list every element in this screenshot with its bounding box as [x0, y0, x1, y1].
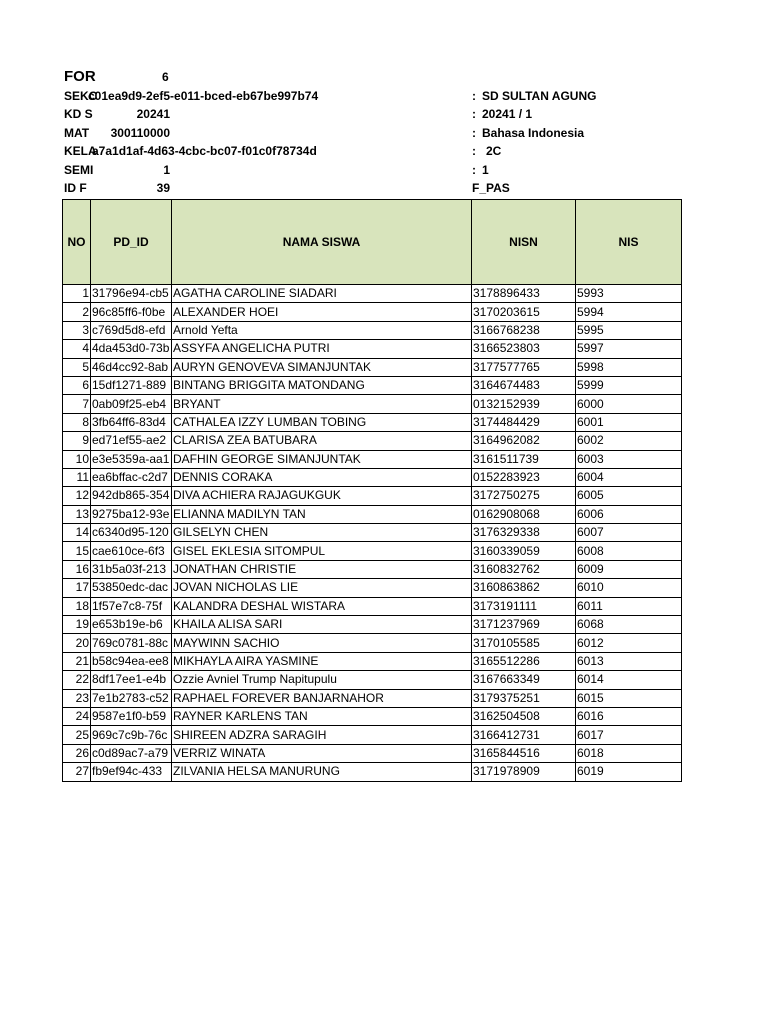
table-row	[63, 358, 682, 376]
col-no-cell: 3	[63, 321, 91, 339]
table-row	[63, 487, 682, 505]
col-nama-siswa-cell: BRYANT	[172, 395, 472, 413]
col-nama-siswa-cell: CLARISA ZEA BATUBARA	[172, 432, 472, 450]
col-nis-cell: 6002	[576, 432, 682, 450]
student-table	[62, 199, 682, 782]
col-no-cell: 16	[63, 560, 91, 578]
col-pd-id-cell: 96c85ff6-f0be	[91, 303, 172, 321]
col-nisn-cell: 3173191111	[472, 597, 576, 615]
col-nisn-cell: 3162504508	[472, 707, 576, 725]
col-nis-cell: 6012	[576, 634, 682, 652]
col-no-cell: 17	[63, 579, 91, 597]
col-no-cell: 11	[63, 468, 91, 486]
col-nisn-cell: 3167663349	[472, 671, 576, 689]
col-nisn-cell: 3166768238	[472, 321, 576, 339]
table-row	[63, 616, 682, 634]
header-separator: :	[472, 126, 476, 140]
header-label: MAT	[64, 126, 90, 140]
col-pd-id-cell: cae610ce-6f3	[91, 542, 172, 560]
col-no-cell: 23	[63, 689, 91, 707]
table-row	[63, 597, 682, 615]
col-pd-id-cell: e653b19e-b6	[91, 616, 172, 634]
table-row	[63, 763, 682, 781]
col-pd-id-cell: 31796e94-cb5	[91, 285, 172, 303]
table-row	[63, 524, 682, 542]
col-nis-cell: 5999	[576, 376, 682, 394]
col-no-cell: 25	[63, 726, 91, 744]
col-nis-cell: 5997	[576, 340, 682, 358]
header-label: SEKC	[64, 89, 98, 103]
col-nisn-header: NISN	[472, 200, 576, 285]
col-pd-id-cell: ea6bffac-c2d7	[91, 468, 172, 486]
col-no-cell: 13	[63, 505, 91, 523]
col-nisn-cell: 3174484429	[472, 413, 576, 431]
col-nisn-cell: 3176329338	[472, 524, 576, 542]
col-nisn-cell: 3161511739	[472, 450, 576, 468]
header-separator: :	[472, 144, 476, 158]
header-separator: :	[472, 163, 476, 177]
col-nis-cell: 6017	[576, 726, 682, 744]
form-number: 6	[162, 70, 169, 84]
col-pd-id-cell: 9587e1f0-b59	[91, 707, 172, 725]
col-nama-siswa-cell: GILSELYN CHEN	[172, 524, 472, 542]
header-right-value: F_PAS	[472, 181, 510, 195]
header-value: c01ea9d9-2ef5-e011-bced-eb67be997b74	[88, 89, 319, 103]
col-nis-cell: 6011	[576, 597, 682, 615]
col-nisn-cell: 3172750275	[472, 487, 576, 505]
header-right-value: 20241 / 1	[482, 107, 533, 121]
col-nama-siswa-cell: MIKHAYLA AIRA YASMINE	[172, 652, 472, 670]
col-nama-siswa-cell: JONATHAN CHRISTIE	[172, 560, 472, 578]
col-nama-siswa-cell: VERRIZ WINATA	[172, 744, 472, 762]
header-value: 300110000	[110, 126, 170, 140]
col-no-header: NO	[63, 200, 91, 285]
col-nis-cell: 6068	[576, 616, 682, 634]
col-nis-cell: 6009	[576, 560, 682, 578]
col-nis-cell: 6007	[576, 524, 682, 542]
col-nis-cell: 6010	[576, 579, 682, 597]
col-pd-id-cell: ed71ef55-ae2	[91, 432, 172, 450]
col-pd-id-cell: c0d89ac7-a79	[91, 744, 172, 762]
header-right-value: Bahasa Indonesia	[482, 126, 585, 140]
table-row	[63, 726, 682, 744]
header-right-value: 2C	[486, 144, 502, 158]
col-pd-id-cell: 46d4cc92-8ab	[91, 358, 172, 376]
col-pd-id-cell: 0ab09f25-eb4	[91, 395, 172, 413]
header-value: 39	[156, 181, 170, 195]
col-pd-id-cell: 4da453d0-73b	[91, 340, 172, 358]
col-nisn-cell: 0162908068	[472, 505, 576, 523]
col-pd-id-header: PD_ID	[91, 200, 172, 285]
header-separator: :	[472, 89, 476, 103]
col-nisn-cell: 3160863862	[472, 579, 576, 597]
col-nama-siswa-cell: AGATHA CAROLINE SIADARI	[172, 285, 472, 303]
col-pd-id-cell: fb9ef94c-433	[91, 763, 172, 781]
col-nama-siswa-cell: DAFHIN GEORGE SIMANJUNTAK	[172, 450, 472, 468]
col-nama-siswa-cell: DIVA ACHIERA RAJAGUKGUK	[172, 487, 472, 505]
header-right-value: 1	[482, 163, 489, 177]
col-pd-id-cell: 3fb64ff6-83d4	[91, 413, 172, 431]
col-nisn-cell: 3179375251	[472, 689, 576, 707]
col-nisn-cell: 3165512286	[472, 652, 576, 670]
col-nama-siswa-cell: ASSYFA ANGELICHA PUTRI	[172, 340, 472, 358]
col-nama-siswa-cell: Ozzie Avniel Trump Napitupulu	[172, 671, 472, 689]
table-row	[63, 303, 682, 321]
table-row	[63, 432, 682, 450]
col-no-cell: 18	[63, 597, 91, 615]
header-value: 20241	[136, 107, 170, 121]
table-row	[63, 450, 682, 468]
header-separator: :	[472, 107, 476, 121]
col-no-cell: 27	[63, 763, 91, 781]
col-nisn-cell: 3170203615	[472, 303, 576, 321]
col-nama-siswa-cell: RAYNER KARLENS TAN	[172, 707, 472, 725]
table-row	[63, 671, 682, 689]
col-nama-siswa-cell: GISEL EKLESIA SITOMPUL	[172, 542, 472, 560]
header-right-value: SD SULTAN AGUNG	[482, 89, 597, 103]
col-nisn-cell: 3164962082	[472, 432, 576, 450]
col-nisn-cell: 3160339059	[472, 542, 576, 560]
col-no-cell: 26	[63, 744, 91, 762]
header-label: SEMI	[64, 163, 94, 177]
col-no-cell: 22	[63, 671, 91, 689]
col-nisn-cell: 3171237969	[472, 616, 576, 634]
col-nama-siswa-cell: JOVAN NICHOLAS LIE	[172, 579, 472, 597]
col-no-cell: 10	[63, 450, 91, 468]
col-nis-cell: 6016	[576, 707, 682, 725]
col-nama-siswa-cell: CATHALEA IZZY LUMBAN TOBING	[172, 413, 472, 431]
col-nisn-cell: 3171978909	[472, 763, 576, 781]
col-nis-cell: 6013	[576, 652, 682, 670]
table-row	[63, 579, 682, 597]
col-pd-id-cell: 769c0781-88c	[91, 634, 172, 652]
col-pd-id-cell: 7e1b2783-c52	[91, 689, 172, 707]
col-nisn-cell: 3178896433	[472, 285, 576, 303]
table-row	[63, 395, 682, 413]
col-nis-cell: 6008	[576, 542, 682, 560]
col-nis-cell: 6000	[576, 395, 682, 413]
col-nis-cell: 6005	[576, 487, 682, 505]
col-nis-cell: 5994	[576, 303, 682, 321]
col-pd-id-cell: 942db865-354	[91, 487, 172, 505]
col-nis-cell: 6018	[576, 744, 682, 762]
col-nama-siswa-header: NAMA SISWA	[172, 200, 472, 285]
col-nis-cell: 6001	[576, 413, 682, 431]
col-nis-cell: 6003	[576, 450, 682, 468]
col-nama-siswa-cell: KALANDRA DESHAL WISTARA	[172, 597, 472, 615]
col-nama-siswa-cell: BINTANG BRIGGITA MATONDANG	[172, 376, 472, 394]
table-row	[63, 413, 682, 431]
table-row	[63, 707, 682, 725]
col-nama-siswa-cell: ALEXANDER HOEI	[172, 303, 472, 321]
col-nama-siswa-cell: AURYN GENOVEVA SIMANJUNTAK	[172, 358, 472, 376]
table-row	[63, 634, 682, 652]
col-nama-siswa-cell: SHIREEN ADZRA SARAGIH	[172, 726, 472, 744]
col-nama-siswa-cell: ELIANNA MADILYN TAN	[172, 505, 472, 523]
col-no-cell: 7	[63, 395, 91, 413]
table-row	[63, 376, 682, 394]
header-label: ID F	[64, 181, 87, 195]
col-nama-siswa-cell: RAPHAEL FOREVER BANJARNAHOR	[172, 689, 472, 707]
table-row	[63, 744, 682, 762]
col-pd-id-cell: 1f57e7c8-75f	[91, 597, 172, 615]
col-no-cell: 21	[63, 652, 91, 670]
col-nisn-cell: 3164674483	[472, 376, 576, 394]
col-no-cell: 14	[63, 524, 91, 542]
col-nisn-cell: 3165844516	[472, 744, 576, 762]
col-nisn-cell: 3166523803	[472, 340, 576, 358]
col-no-cell: 5	[63, 358, 91, 376]
col-no-cell: 6	[63, 376, 91, 394]
col-no-cell: 2	[63, 303, 91, 321]
col-pd-id-cell: 969c7c9b-76c	[91, 726, 172, 744]
col-pd-id-cell: 15df1271-889	[91, 376, 172, 394]
col-no-cell: 4	[63, 340, 91, 358]
col-nisn-cell: 0152283923	[472, 468, 576, 486]
col-nisn-cell: 3170105585	[472, 634, 576, 652]
table-row	[63, 321, 682, 339]
col-nis-cell: 6006	[576, 505, 682, 523]
col-no-cell: 15	[63, 542, 91, 560]
header-value: 1	[163, 163, 170, 177]
col-nis-cell: 6019	[576, 763, 682, 781]
header-label: KELA	[64, 144, 97, 158]
col-nis-cell: 5993	[576, 285, 682, 303]
table-row	[63, 285, 682, 303]
col-no-cell: 12	[63, 487, 91, 505]
col-no-cell: 20	[63, 634, 91, 652]
col-nis-header: NIS	[576, 200, 682, 285]
table-row	[63, 468, 682, 486]
col-pd-id-cell: 9275ba12-93e	[91, 505, 172, 523]
col-nisn-cell: 3177577765	[472, 358, 576, 376]
header-value: a7a1d1af-4d63-4cbc-bc07-f01c0f78734d	[92, 144, 317, 158]
col-pd-id-cell: 31b5a03f-213	[91, 560, 172, 578]
col-nama-siswa-cell: Arnold Yefta	[172, 321, 472, 339]
table-row	[63, 652, 682, 670]
col-no-cell: 19	[63, 616, 91, 634]
table-row	[63, 505, 682, 523]
col-nama-siswa-cell: MAYWINN SACHIO	[172, 634, 472, 652]
col-pd-id-cell: b58c94ea-ee8	[91, 652, 172, 670]
col-pd-id-cell: 53850edc-dac	[91, 579, 172, 597]
col-nama-siswa-cell: DENNIS CORAKA	[172, 468, 472, 486]
col-no-cell: 9	[63, 432, 91, 450]
col-nis-cell: 6014	[576, 671, 682, 689]
col-nisn-cell: 3166412731	[472, 726, 576, 744]
form-title: FOR	[64, 68, 96, 85]
col-nisn-cell: 3160832762	[472, 560, 576, 578]
col-no-cell: 24	[63, 707, 91, 725]
col-nis-cell: 5998	[576, 358, 682, 376]
col-nisn-cell: 0132152939	[472, 395, 576, 413]
table-row	[63, 689, 682, 707]
col-pd-id-cell: 8df17ee1-e4b	[91, 671, 172, 689]
table-row	[63, 340, 682, 358]
header-label: KD S	[64, 107, 93, 121]
table-row	[63, 542, 682, 560]
col-no-cell: 8	[63, 413, 91, 431]
col-nis-cell: 5995	[576, 321, 682, 339]
col-pd-id-cell: c769d5d8-efd	[91, 321, 172, 339]
col-nama-siswa-cell: ZILVANIA HELSA MANURUNG	[172, 763, 472, 781]
col-nama-siswa-cell: KHAILA ALISA SARI	[172, 616, 472, 634]
col-pd-id-cell: c6340d95-120	[91, 524, 172, 542]
col-nis-cell: 6004	[576, 468, 682, 486]
table-row	[63, 560, 682, 578]
col-no-cell: 1	[63, 285, 91, 303]
col-pd-id-cell: e3e5359a-aa1	[91, 450, 172, 468]
col-nis-cell: 6015	[576, 689, 682, 707]
